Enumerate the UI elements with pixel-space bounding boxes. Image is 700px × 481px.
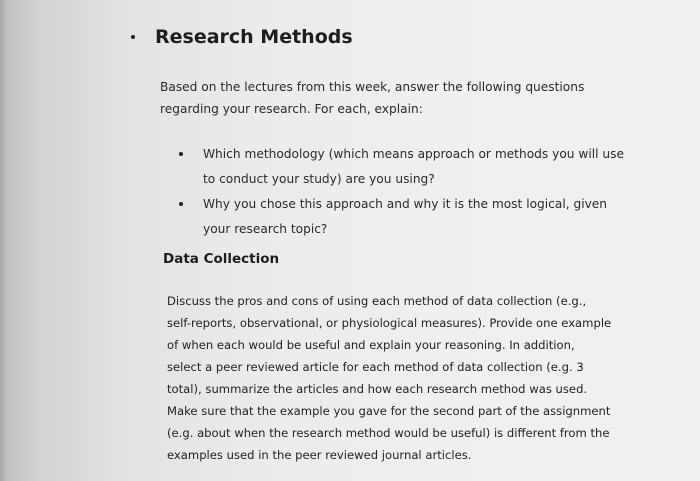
bullet-icon [179,152,183,156]
intro-line: regarding your research. For each, explain: [160,102,423,116]
question-line: Why you chose this approach and why it is the most logical, given [203,197,608,211]
paragraph-line: (e.g. about when the research method would be useful) is different from the [167,426,610,440]
page-edge-shadow [0,0,8,481]
question-line: Which methodology (which means approach or methods you will use [203,147,624,161]
question-item [178,192,678,242]
paragraph-line: Discuss the pros and cons of using each method of data collection (e.g., [167,294,587,308]
bullet-icon [179,202,183,206]
intro-paragraph [160,76,680,120]
paragraph-line: of when each would be useful and explain your reasoning. In addition, [167,338,575,352]
paragraph-line: self-reports, observational, or physiological measures). Provide one example [167,316,612,330]
paragraph-line: Make sure that the example you gave for the second part of the assignment [167,404,611,418]
question-line: to conduct your study) are you using? [203,172,435,186]
title-row [131,26,353,48]
bullet-icon [131,35,135,39]
question-item [178,142,678,192]
section-paragraph [167,290,662,466]
question-list [178,142,678,242]
intro-line: Based on the lectures from this week, answer the following questions [160,80,585,94]
paragraph-line: examples used in the peer reviewed journal articles. [167,448,472,462]
page-title: Research Methods [155,26,353,48]
paragraph-line: total), summarize the articles and how each research method was used. [167,382,588,396]
paragraph-line: select a peer reviewed article for each method of data collection (e.g. 3 [167,360,584,374]
section-heading: Data Collection [163,251,280,267]
question-line: your research topic? [203,222,328,236]
